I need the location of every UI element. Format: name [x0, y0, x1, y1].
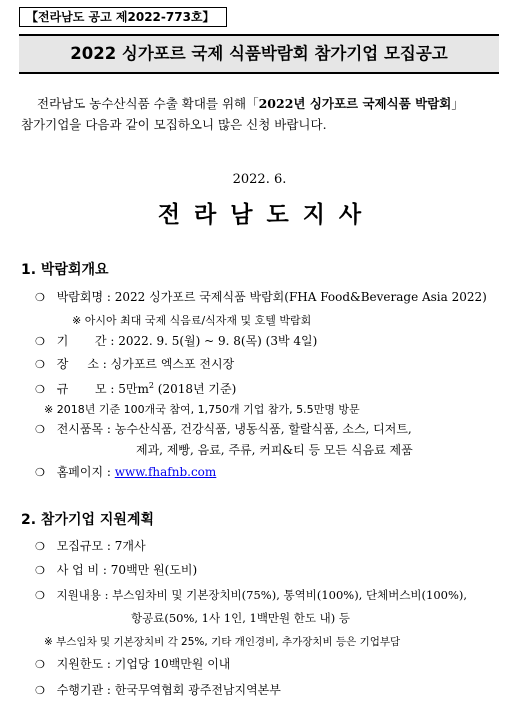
- label-event-name: 박람회명 :: [56, 290, 111, 304]
- section-2-title: 2. 참가기업 지원계획: [21, 512, 154, 528]
- intro-event-name: 2022년 싱가포르 국제식품 박람회: [258, 96, 452, 111]
- value-scale: 5만m: [118, 382, 149, 396]
- bullet-circle-icon: ❍: [35, 540, 45, 553]
- label-place: 장 소 :: [56, 357, 107, 371]
- bullet-circle-icon: ❍: [35, 423, 45, 436]
- bullet-circle-icon: ❍: [35, 658, 45, 671]
- value-exhibits-2: 제과, 제빵, 음료, 주류, 커피&티 등 모든 식음료 제품: [136, 443, 413, 457]
- list-item-event-name: [35, 289, 487, 306]
- intro-bracket: 」: [451, 96, 464, 111]
- notice-number: 【전라남도 공고 제2022-773호】: [19, 7, 227, 27]
- value-support-2: 항공료(50%, 1사 1인, 1백만원 한도 내) 등: [131, 611, 351, 625]
- intro-text: 전라남도 농수산식품 수출 확대를 위해「: [37, 96, 259, 111]
- value-budget: 70백만 원(도비): [110, 563, 198, 577]
- list-item-support: [35, 587, 467, 604]
- list-item-period: [35, 333, 317, 350]
- bullet-circle-icon: ❍: [35, 291, 45, 304]
- label-scale: 규 모 :: [56, 382, 115, 396]
- label-support: 지원내용 :: [56, 588, 109, 602]
- list-item-homepage: [35, 464, 216, 481]
- bullet-circle-icon: ❍: [35, 358, 45, 371]
- homepage-link[interactable]: www.fhafnb.com: [114, 465, 217, 479]
- issuing-organization: 전라남도지사: [157, 201, 376, 228]
- label-limit: 지원한도 :: [56, 657, 111, 671]
- bullet-circle-icon: ❍: [35, 684, 45, 697]
- note-support: ※ 부스임차 및 기본장치비 각 25%, 기타 개인경비, 추가장치비 등은 기업부담: [44, 636, 401, 648]
- value-period: 2022. 9. 5(월) ~ 9. 8(목) (3박 4일): [118, 334, 318, 348]
- value-place: 싱가포르 엑스포 전시장: [110, 357, 235, 371]
- page-title: 2022 싱가포르 국제 식품박람회 참가기업 모집공고: [19, 34, 499, 74]
- list-item-place: [35, 356, 234, 373]
- label-agency: 수행기관 :: [56, 683, 111, 697]
- value-support-1: 부스임차비 및 기본장치비(75%), 통역비(100%), 단체버스비(100%),: [112, 588, 468, 602]
- label-homepage: 홈페이지 :: [56, 465, 111, 479]
- value-limit: 기업당 10백만원 이내: [114, 657, 231, 671]
- bullet-circle-icon: ❍: [35, 564, 45, 577]
- bullet-circle-icon: ❍: [35, 383, 45, 396]
- value-agency: 한국무역협회 광주전남지역본부: [114, 683, 281, 697]
- bullet-circle-icon: ❍: [35, 589, 45, 602]
- list-item-scale: [35, 378, 236, 398]
- list-item-limit: [35, 656, 230, 673]
- unit-superscript: 2: [148, 381, 154, 390]
- bullet-circle-icon: ❍: [35, 466, 45, 479]
- list-item-recruit: [35, 538, 146, 555]
- bullet-circle-icon: ❍: [35, 335, 45, 348]
- list-item-exhibits: [35, 421, 412, 438]
- value-recruit: 7개사: [114, 539, 146, 553]
- value-exhibits-1: 농수산식품, 건강식품, 냉동식품, 할랄식품, 소스, 디저트,: [114, 422, 412, 436]
- value-event-name: 2022 싱가포르 국제식품 박람회(FHA Food&Beverage Asia 2022): [114, 290, 487, 304]
- intro-line-1: [37, 92, 464, 115]
- label-exhibits: 전시품목 :: [56, 422, 111, 436]
- label-budget: 사 업 비 :: [56, 563, 107, 577]
- section-1-title: 1. 박람회개요: [21, 262, 109, 278]
- intro-line-2: 참가기업을 다음과 같이 모집하오니 많은 신청 바랍니다.: [21, 117, 327, 132]
- list-item-budget: [35, 562, 197, 579]
- note-event-name: ※ 아시아 최대 국제 식음료/식자재 및 호텔 박람회: [72, 314, 312, 327]
- list-item-agency: [35, 682, 281, 699]
- value-scale-suffix: (2018년 기준): [153, 382, 237, 396]
- label-recruit: 모집규모 :: [56, 539, 111, 553]
- note-scale: ※ 2018년 기준 100개국 참여, 1,750개 기업 참가, 5.5만명 방문: [44, 403, 360, 416]
- label-period: 기 간 :: [56, 334, 115, 348]
- announcement-date: 2022. 6.: [232, 172, 287, 187]
